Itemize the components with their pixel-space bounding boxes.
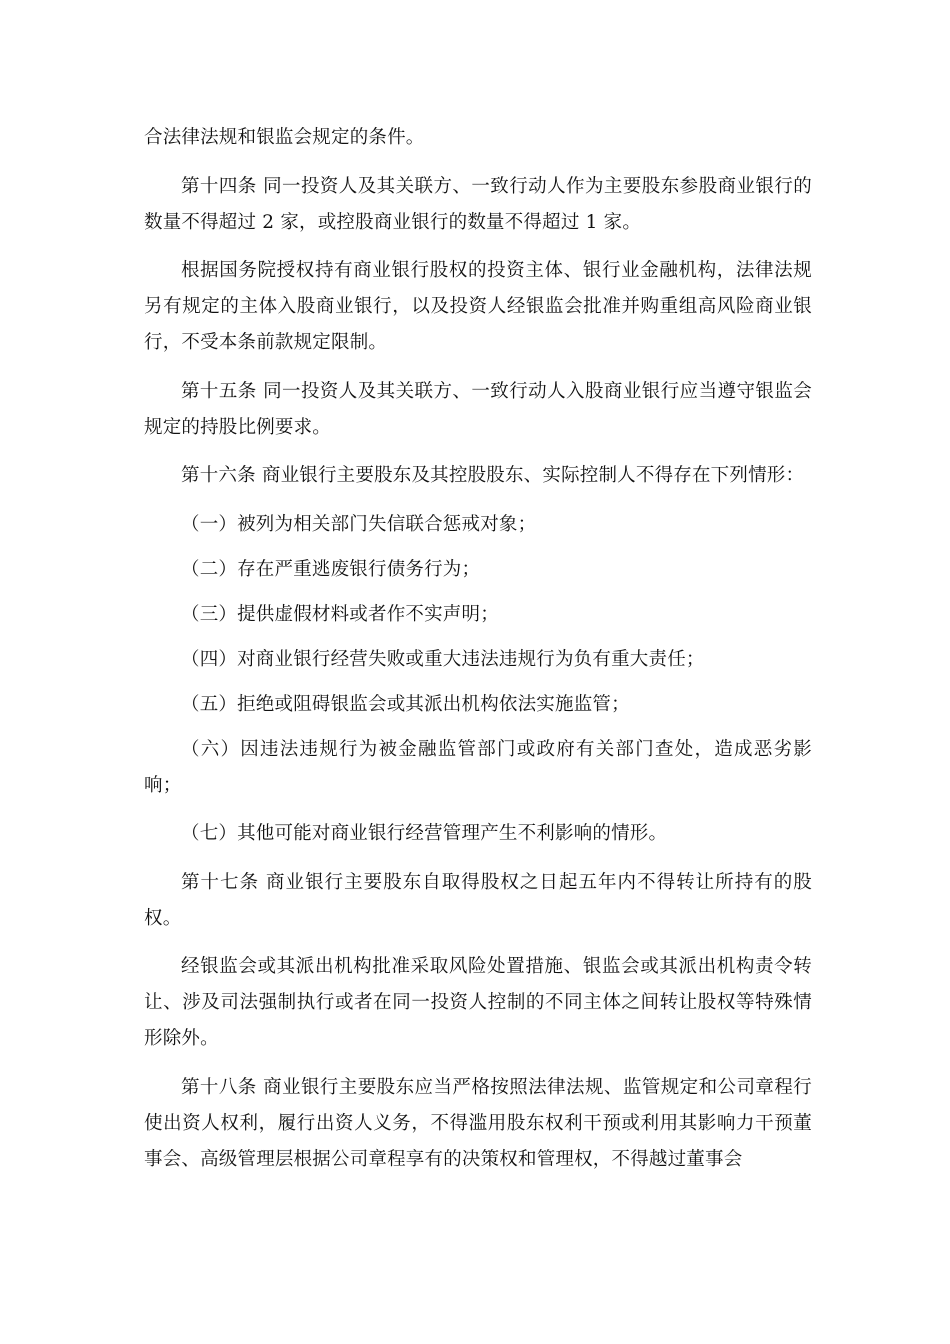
article-16-item-6: （六）因违法违规行为被金融监管部门或政府有关部门查处，造成恶劣影响；: [144, 738, 812, 796]
article-14: 第十四条 同一投资人及其关联方、一致行动人作为主要股东参股商业银行的数量不得超过 2 家，或控股商业银行的数量不得超过 1 家。: [144, 175, 812, 233]
article-16-item-2: （二）存在严重逃废银行债务行为；: [181, 558, 481, 580]
paragraph-continuation: 合法律法规和银监会规定的条件。: [144, 127, 425, 148]
article-15: 第十五条 同一投资人及其关联方、一致行动人入股商业银行应当遵守银监会规定的持股比例要求。: [144, 380, 812, 438]
article-16-item-1: （一）被列为相关部门失信联合惩戒对象；: [181, 513, 537, 535]
document-body: [144, 120, 812, 1190]
article-16: 第十六条 商业银行主要股东及其控股股东、实际控制人不得存在下列情形：: [181, 465, 805, 486]
article-17-exception: 经银监会或其派出机构批准采取风险处置措施、银监会或其派出机构责令转让、涉及司法强制执行或者在同一投资人控制的不同主体之间转让股权等特殊情形除外。: [144, 956, 812, 1049]
article-14-exemption: 根据国务院授权持有商业银行股权的投资主体、银行业金融机构，法律法规另有规定的主体入股商业银行，以及投资人经银监会批准并购重组高风险商业银行，不受本条前款规定限制。: [144, 260, 812, 353]
article-16-item-3: （三）提供虚假材料或者作不实声明；: [181, 603, 499, 625]
article-16-item-5: （五）拒绝或阻碍银监会或其派出机构依法实施监管；: [181, 693, 630, 715]
article-16-item-7: （七）其他可能对商业银行经营管理产生不利影响的情形。: [181, 823, 668, 844]
article-17: 第十七条 商业银行主要股东自取得股权之日起五年内不得转让所持有的股权。: [144, 871, 812, 929]
article-18: 第十八条 商业银行主要股东应当严格按照法律法规、监管规定和公司章程行使出资人权利，履行出资人义务，不得滥用股东权利干预或利用其影响力干预董事会、高级管理层根据公司章程享有的决策权和管理权，不得越过董事会: [144, 1076, 812, 1170]
article-16-item-4: （四）对商业银行经营失败或重大违法违规行为负有重大责任；: [181, 648, 705, 670]
